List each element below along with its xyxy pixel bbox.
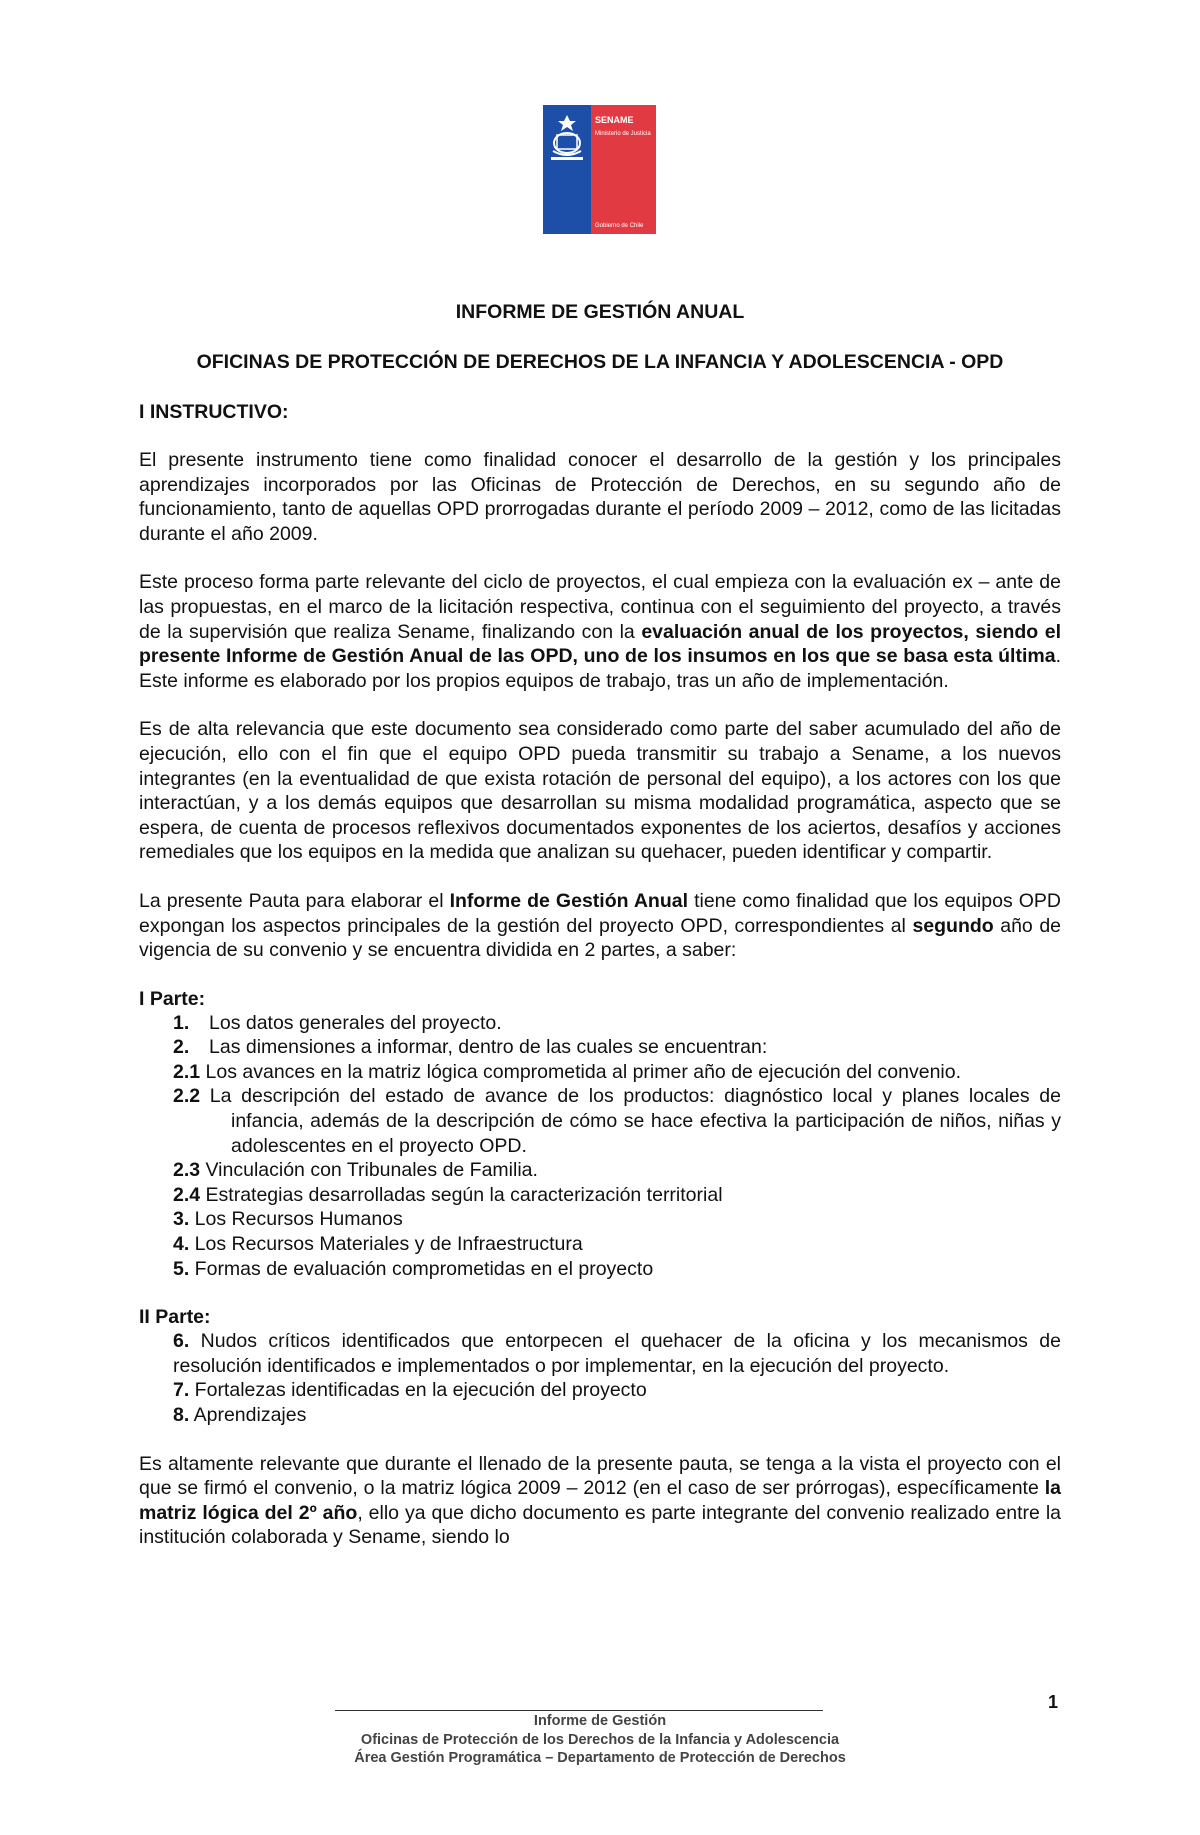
document-title: INFORME DE GESTIÓN ANUAL [455,301,745,323]
document-body [139,300,1061,1550]
list-item-number: 6. [173,1330,190,1353]
list-item [173,1257,1061,1282]
paragraph-4-text-c: tiene como finalidad que los equipos OPD expongan los aspectos principales de la gestión del proyecto OPD, correspondientes al [139,889,1061,937]
paragraph-4-bold-b: Informe de Gestión Anual [449,889,689,912]
list-item-number: 2.2 [173,1085,201,1108]
list-item [173,1084,1061,1158]
list-item-text: Nudos críticos identificados que entorpecen el quehacer de la oficina y los mecanismos de resolución identificados e implementados o por implementar, en la ejecución del proyecto. [173,1330,1061,1377]
list-item-number: 5. [173,1257,190,1280]
part-2-heading: II Parte: [139,1306,211,1329]
list-item [173,1060,1061,1085]
paragraph-1: El presente instrumento tiene como finalidad conocer el desarrollo de la gestión y los principales aprendizajes incorporados por las Oficinas de Protección de Derechos, en su segundo año de funcionamiento, tanto de aquellas OPD prorrogadas durante el período 2009 – 2012, como de las licitadas durante el año 2009. [139,449,1061,545]
list-item-number: 2.1 [173,1060,201,1083]
page-number: 1 [1048,1692,1059,1712]
list-item [173,1378,1061,1403]
paragraph-5 [139,1452,1061,1550]
paragraph-4-text-e: año de vigencia de su convenio y se encuentra dividida en 2 partes, a saber: [139,914,1062,962]
paragraph-5-text-a: Es altamente relevante que durante el llenado de la presente pauta, se tenga a la vista el proyecto con el que se firmó el convenio, o la matriz lógica 2009 – 2012 (en el caso de ser prórrogas), específicamente [139,1452,1061,1500]
list-item-number: 8. [173,1404,190,1426]
sename-logo [543,105,656,234]
part-1-list [139,1011,1061,1282]
document-subtitle: OFICINAS DE PROTECCIÓN DE DERECHOS DE LA INFANCIA Y ADOLESCENCIA - OPD [196,351,1004,373]
part-1-heading: I Parte: [139,987,206,1010]
page-footer [0,1712,1200,1768]
paragraph-2-text-c: . Este informe es elaborado por los propios equipos de trabajo, tras un año de implementación. [139,645,1061,692]
paragraph-4 [139,889,1061,963]
footer-line-1: Informe de Gestión [533,1713,667,1729]
list-item-text: Vinculación con Tribunales de Familia. [200,1159,538,1182]
part-2-list [139,1329,1061,1427]
list-item-number: 2. [173,1036,190,1059]
list-item-text: Fortalezas identificadas en la ejecución del proyecto [189,1379,647,1402]
list-item-number: 1. [173,1011,190,1034]
paragraph-4-text-a: La presente Pauta para elaborar el [139,889,450,912]
paragraph-2-text-a: Este proceso forma parte relevante del ciclo de proyectos, el cual empieza con la evaluación ex – ante de las propuestas, en el marco de la licitación respectiva, continua con el seguimiento del proyecto, a través de la supervisión que realiza Sename, finalizando con la [139,571,1061,643]
list-item-text: Los Recursos Materiales y de Infraestructura [189,1233,583,1256]
list-item-number: 7. [173,1379,190,1402]
footer-divider [335,1710,823,1711]
footer-line-2: Oficinas de Protección de los Derechos de la Infancia y Adolescencia [360,1731,840,1748]
logo-org-text: SENAME [595,115,634,125]
list-item [173,1183,1061,1208]
paragraph-3: Es de alta relevancia que este documento sea considerado como parte del saber acumulado del año de ejecución, ello con el fin que el equipo OPD pueda transmitir su trabajo a Sename, a los nuevos integrantes (en la eventualidad de que exista rotación de personal del equipo), a los actores con los que interactúan, y a los demás equipos que desarrollan su misma modalidad programática, aspecto que se espera, de cuenta de procesos reflexivos documentados exponentes de los aciertos, desafíos y acciones remediales que los equipos en la medida que analizan su quehacer, pueden identificar y compartir. [139,718,1061,864]
logo-ministry-text: Ministerio de Justicia [595,131,651,137]
list-item-text: La descripción del estado de avance de los productos: diagnóstico local y planes locales de infancia, además de la descripción de cómo se hace efectiva la participación de niños, niñas y adolescentes en el proyecto OPD. [200,1085,1061,1157]
paragraph-2-bold: evaluación anual de los proyectos, siendo el presente Informe de Gestión Anual de las OPD, uno de los insumos en los que se basa esta última [139,620,1061,668]
paragraph-2 [139,570,1061,693]
list-item-text: Aprendizajes [189,1404,307,1426]
list-item [173,1403,1061,1428]
list-item-number: 2.3 [173,1159,201,1182]
list-item-number: 4. [173,1233,190,1256]
list-item-number: 2.4 [173,1183,201,1206]
list-item [173,1207,1061,1232]
section-heading-instructivo: I INSTRUCTIVO: [139,401,289,423]
list-item-number: 3. [173,1208,190,1231]
list-item-text: Los datos generales del proyecto. [209,1011,502,1034]
paragraph-5-text-c: , ello ya que dicho documento es parte integrante del convenio realizado entre la institución colaborada y Sename, siendo lo [139,1501,1061,1549]
footer-line-3: Área Gestión Programática – Departamento de Protección de Derechos [354,1750,846,1766]
list-item [173,1035,1061,1060]
list-item-text: Los Recursos Humanos [189,1208,403,1231]
list-item-text: Estrategias desarrolladas según la caracterización territorial [200,1183,723,1206]
logo-government-text: Gobierno de Chile [595,223,644,229]
paragraph-5-bold: la matriz lógica del 2º año [139,1477,1061,1524]
list-item-text: Los avances en la matriz lógica comprometida al primer año de ejecución del convenio. [200,1060,962,1083]
list-item [173,1232,1061,1257]
list-item-text: Las dimensiones a informar, dentro de las cuales se encuentran: [209,1036,768,1059]
list-item-text: Formas de evaluación comprometidas en el proyecto [189,1257,654,1280]
list-item [173,1158,1061,1183]
list-item [173,1011,1061,1036]
paragraph-4-bold-d: segundo [912,914,994,937]
list-item [173,1329,1061,1378]
